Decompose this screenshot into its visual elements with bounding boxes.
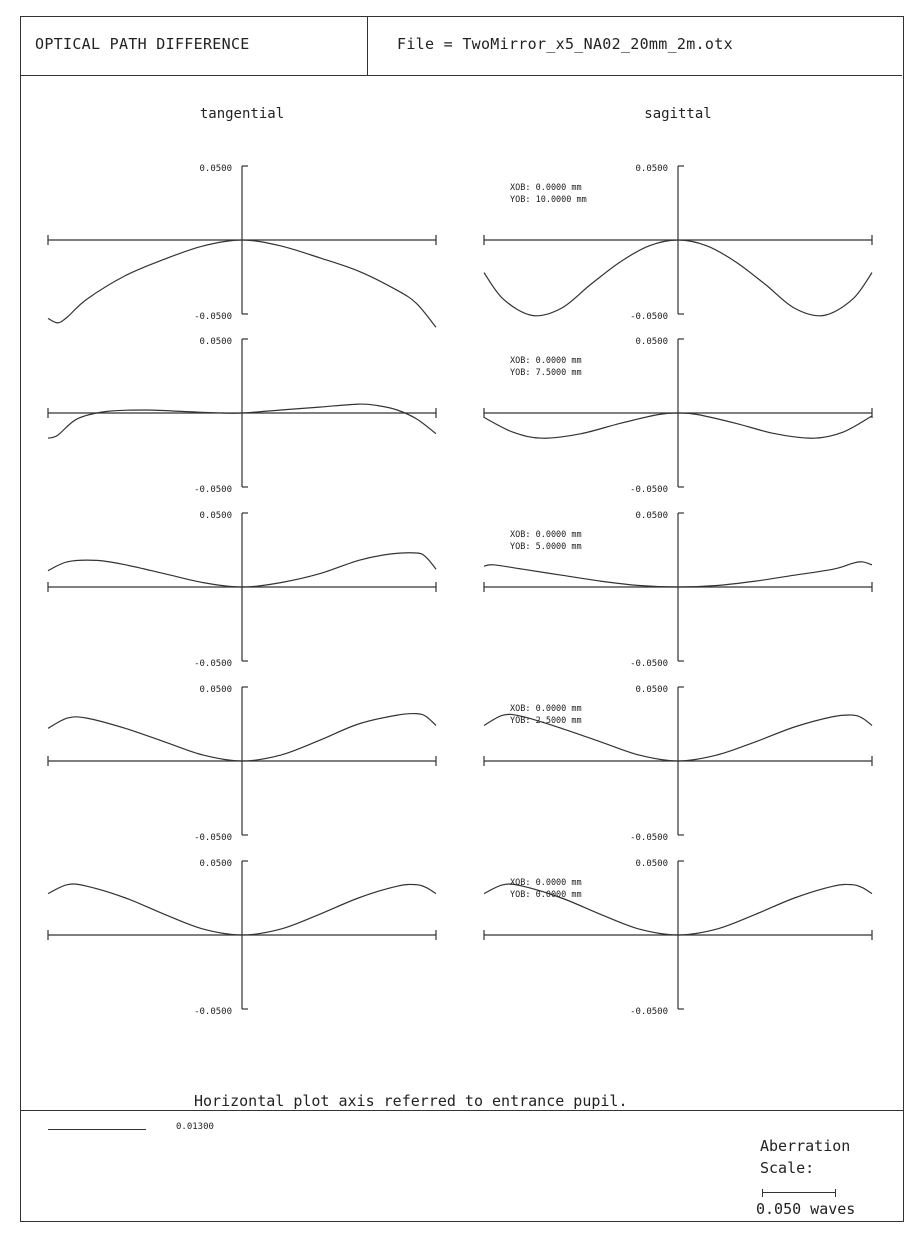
- tangential-y-tick-top-4: 0.0500: [199, 685, 232, 695]
- tangential-y-tick-bottom-5: -0.0500: [194, 1007, 232, 1017]
- aberration-scale-title: [760, 1135, 850, 1179]
- sagittal-y-tick-top-2: 0.0500: [635, 337, 668, 347]
- sagittal-y-tick-top-5: 0.0500: [635, 859, 668, 869]
- sagittal-y-tick-bottom-3: -0.0500: [630, 659, 668, 669]
- tangential-y-tick-bottom-4: -0.0500: [194, 833, 232, 843]
- aberration-scale-title-line2: Scale:: [760, 1159, 815, 1177]
- aberration-scale-bar: [762, 1189, 836, 1197]
- tangential-title: tangential: [199, 106, 285, 122]
- legend-value: 0.01300: [176, 1122, 214, 1132]
- legend-line-sample: [48, 1129, 146, 1130]
- xob-label-5: XOB: 0.0000 mm: [510, 878, 582, 888]
- sagittal-y-tick-top-1: 0.0500: [635, 164, 668, 174]
- plot-title: OPTICAL PATH DIFFERENCE: [35, 35, 250, 53]
- yob-label-2: YOB: 7.5000 mm: [510, 368, 582, 378]
- sagittal-y-tick-top-4: 0.0500: [635, 685, 668, 695]
- tangential-y-tick-top-3: 0.0500: [199, 511, 232, 521]
- sagittal-y-tick-bottom-2: -0.0500: [630, 485, 668, 495]
- tangential-y-tick-bottom-2: -0.0500: [194, 485, 232, 495]
- sagittal-y-tick-bottom-1: -0.0500: [630, 312, 668, 322]
- aberration-scale-title-line1: Aberration: [760, 1137, 851, 1155]
- xob-label-4: XOB: 0.0000 mm: [510, 704, 582, 714]
- footer-note: Horizontal plot axis referred to entrance pupil.: [194, 1092, 628, 1110]
- yob-label-4: YOB: 2.5000 mm: [510, 716, 582, 726]
- tangential-y-tick-top-2: 0.0500: [199, 337, 232, 347]
- file-name: File = TwoMirror_x5_NA02_20mm_2m.otx: [397, 35, 733, 53]
- yob-label-1: YOB: 10.0000 mm: [510, 195, 587, 205]
- sagittal-y-tick-bottom-4: -0.0500: [630, 833, 668, 843]
- sagittal-title: sagittal: [644, 106, 712, 122]
- yob-label-5: YOB: 0.0000 mm: [510, 890, 582, 900]
- aberration-scale-value: 0.050 waves: [756, 1200, 856, 1218]
- xob-label-1: XOB: 0.0000 mm: [510, 183, 582, 193]
- tangential-y-tick-bottom-3: -0.0500: [194, 659, 232, 669]
- sagittal-y-tick-top-3: 0.0500: [635, 511, 668, 521]
- tangential-y-tick-top-5: 0.0500: [199, 859, 232, 869]
- sagittal-y-tick-bottom-5: -0.0500: [630, 1007, 668, 1017]
- tangential-y-tick-bottom-1: -0.0500: [194, 312, 232, 322]
- footer-divider: [20, 1110, 904, 1111]
- tangential-y-tick-top-1: 0.0500: [199, 164, 232, 174]
- xob-label-3: XOB: 0.0000 mm: [510, 530, 582, 540]
- xob-label-2: XOB: 0.0000 mm: [510, 356, 582, 366]
- yob-label-3: YOB: 5.0000 mm: [510, 542, 582, 552]
